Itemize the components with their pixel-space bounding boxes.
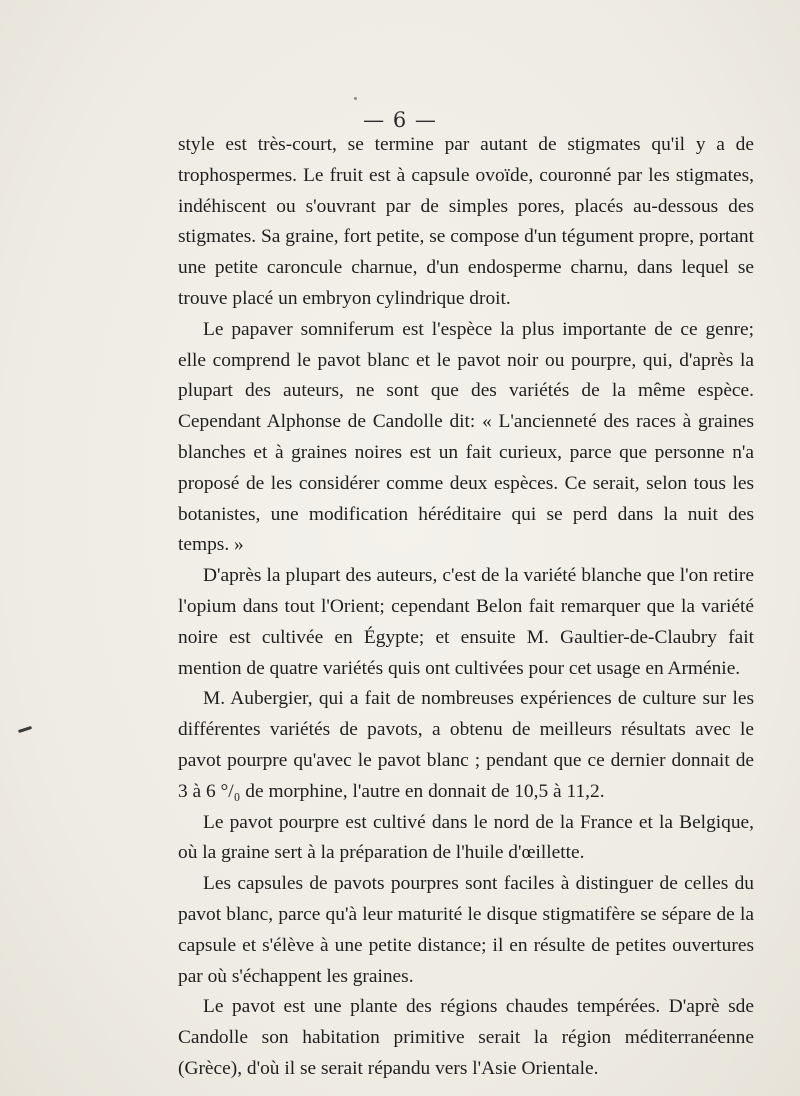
paragraph-habitat: Le pavot est une plante des régions chaudes tempérées. D'aprè sde Candolle son habitation primitive serait la région méditerranéenne (Grèce), d'où il se serait répandu vers l'Asie Orientale. xyxy=(178,996,754,1079)
paragraph-aubergier: M. Aubergier, qui a fait de nombreuses expériences de culture sur les différentes variétés de pavots, a obtenu de meilleurs résultats avec le pavot pourpre qu'avec le pavot blanc ; pendant que ce dernier donnait de 3 à 6 °/₀ de morphine, l'autre en donnait de 10,5 à 11,2. xyxy=(178,688,754,802)
body-text xyxy=(178,130,754,1085)
paragraph-capsules: Les capsules de pavots pourpres sont faciles à distinguer de celles du pavot blanc, parce qu'à leur maturité le disque stigmatifère se sépare de la capsule et s'élève à une petite distance; il en résulte de petites ouvertures par où s'échappent les graines. xyxy=(178,873,754,987)
page-number: — 6 — xyxy=(363,108,437,132)
paragraph-continued: style est très-court, se termine par autant de stigmates qu'il y a de trophospermes. Le fruit est à capsule ovoïde, couronné par les stigmates, indéhiscent ou s'ouvrant par de simples pores, placés au-dessous des stigmates. Sa graine, fort petite, se compose d'un tégument propre, portant une petite caroncule charnue, d'un endosperme charnu, dans lequel se trouve placé un embryon cylindrique droit. xyxy=(178,134,754,309)
paragraph-opium-varieties: D'après la plupart des auteurs, c'est de la variété blanche que l'on retire l'opium dans tout l'Orient; cependant Belon fait remarquer que la variété noire est cultivée en Égypte; et ensuite M. Gaultier-de-Claubry fait mention de quatre variétés quis ont cultivées pour cet usage en Arménie. xyxy=(178,565,754,679)
paragraph-papaver-somniferum: Le papaver somniferum est l'espèce la plus importante de ce genre; elle comprend le pavot blanc et le pavot noir ou pourpre, qui, d'après la plupart des auteurs, ne sont que des variétés de la même espèce. Cependant Alphonse de Candolle dit: « L'ancienneté des races à graines blanches et à graines noires est un fait curieux, parce que personne n'a proposé de les considérer comme deux espèces. Ce serait, selon tous les botanistes, une modification héréditaire qui se perd dans la nuit des temps. » xyxy=(178,318,754,556)
paragraph-pavot-pourpre: Le pavot pourpre est cultivé dans le nord de la France et la Belgique, où la graine sert à la préparation de l'huile d'œillette. xyxy=(178,811,754,864)
ink-speck xyxy=(354,97,357,100)
margin-mark xyxy=(18,726,32,733)
